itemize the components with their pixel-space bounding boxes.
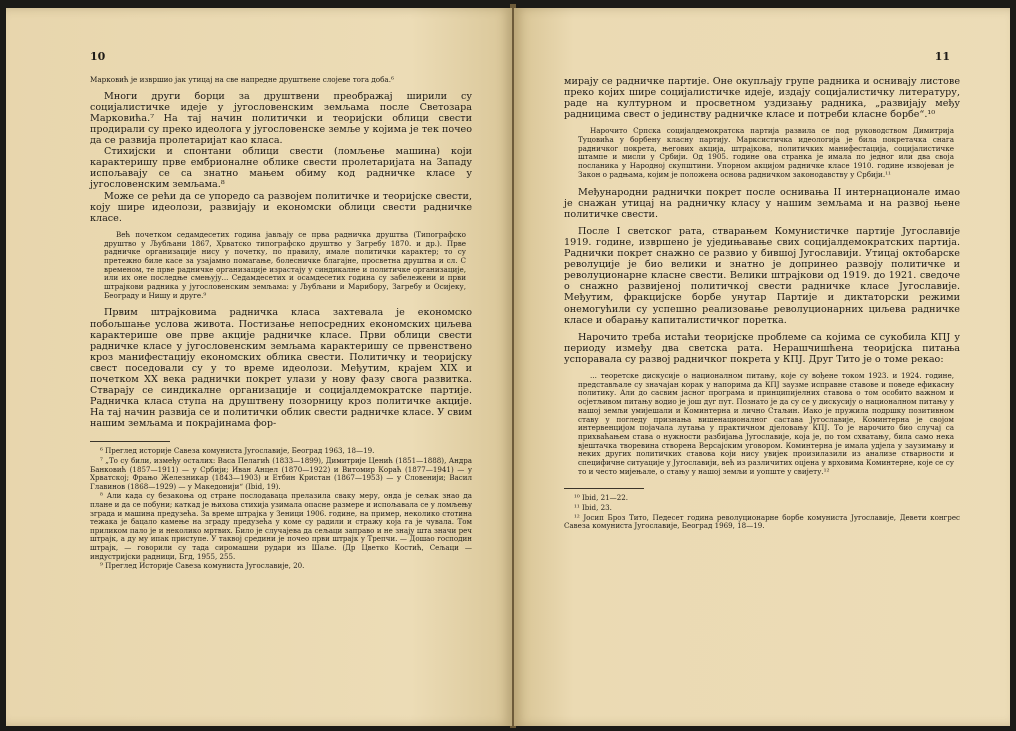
footnote (90, 447, 472, 456)
quote-text: ... теоретске дискусије о националном питању, које су вођене током 1923. и 1924. године, представљале су значајан корак у напорима да КПЈ заузме исправне ставове и поведе ефикасну политику. Али до сасвим јасног програма и принципијелних ставова о том особито важном и осјетљивом питању водио је још дуг пут. Познато је да су се у дискусију о националном питању у нашој земљи умијешали и Коминтерна и лично Стаљин. Иако је пружила подршку позитивном ставу у погледу признања вишенационалног састава Југославије, Коминтерна је својом интервенцијом појачала лутања у практичном дјеловању КПЈ. То је нарочито био случај са прихваћањем става о нужности разбијања Југославије, која је, по том схватању, била само нека вјештачка творевина створена Версајским уговором. Коминтерна је имала удјела у заузимању и неких других политичких ставова који нису увијек произилазили из анализе стварности и специфичне ситуације у Југославији, већ из различитих оцјена у врховима Коминтерне, које се су то и често мијењале, о стању у нашој земљи и уопште у свијету.¹² (578, 371, 954, 476)
top-fragment: Марковић је извршио јак утицај на све напредне друштвене слојеве тога доба.⁶ (90, 75, 394, 84)
footnote-text: ⁹ Преглед Историје Савеза комуниста Југославије, 20. (100, 561, 305, 571)
paragraph: Међународни раднички покрет после оснивања II интернационале имао је снажан утицај на радничку класу у нашим земљама и на развој њене политичке свести. (564, 186, 960, 220)
quote-text: Већ почетком седамдесетих година јављају се прва радничка друштва (Типографско друштво у Љубљани 1867, Хрватско типографско друштво у Загребу 1870. и др.). Прве радничке организације нису у почетку, по правилу, имале политички карактер; то су претежно биле касе за узајамно помагање, болесничке благајне, просветна друштва и сл. С временом, те прве радничке организације израстају у синдикалне и политичке организације, или их оне последње смењују... Седамдесетих и осамдесетих година су забележени и први штрајкови радника у југословенским земљама: у Љубљани и Марибору, Загребу и Осијеку, Београду и Нишу и друге.⁹ (104, 229, 466, 300)
footnote-text: ⁸ Али када су безакоња од стране послодаваца прелазила сваку меру, онда је сељак знао да плане и да се побуни; каткад је њихова стихија узимала опасне размере и испољавала се у ломљењу зграда и машина предузећа. За време штрајка у Зеници 1906. године, на пример, неколико стотина тежака је бацало камење на зграду предузећа у коме су радили и стражу која га је чувала. Том приликом пало је и неколико мртвих. Било је случајева да сељаци заправо и не знају шта значи реч штрајк, а ду му ипак приступе. У таквој средини је почео први штрајк у Трепчи. — Дошао господин штрајк, — говорили су тада сиромашни рудари из Шаље. (Др Цветко Костић, Сељаци — индустријски радници, Бгд, 1955, 255. (90, 491, 472, 561)
page-number-left: 10 (90, 50, 106, 63)
footnote-text: ¹¹ Ibid, 23. (574, 503, 612, 513)
footnote (564, 514, 960, 531)
block-quote (104, 231, 466, 301)
footnote-divider (564, 488, 644, 489)
block-quote (578, 127, 954, 179)
footnote-text: ⁷ „То су били, између осталих: Васа Пелагић (1833—1899), Димитрије Ценић (1851—1888), Андра Банковић (1857—1911) — у Србији; Иван Анцел (1870—1922) и Витомир Кораћ (1877—1941) — у Хрватској; Фрањо Железникар (1843—1903) и Етбин Кристан (1867—1953) — у Словенији; Васил Главинов (1868—1929) — у Македонији“ (Ibid, 19). (90, 456, 472, 491)
footnote (564, 504, 960, 513)
paragraph: Може се рећи да се упоредо са развојем политичке и теоријске свести, коју шире идеолози, развијају и економски облици свести радничке класе. (90, 190, 472, 224)
block-quote (578, 372, 954, 476)
paragraph: Стихијски и спонтани облици свести (ломљење машина) који карактеришу прве ембрионалне облике свести пролетаријата на Западу испољавају се са знатно мањем обиму код радничке класе у југословенским земљама.⁸ (90, 146, 472, 191)
paragraph: мирају се радничке партије. Оне окупљају групе радника и оснивају листове преко којих шире социјалистичке идеје, издају социјалистичку литературу, раде на културном и просветном уздизању радника, „развијају међу радницима свест о јединству радничке класе и потреби класне борбе“.¹⁰ (564, 76, 960, 121)
footnote (90, 457, 472, 491)
right-page (514, 8, 1010, 726)
footnote-text: ¹² Јосип Броз Тито, Педесет година револуционарне борбе комуниста Југославије, Девети конгрес Савеза комуниста Југославије, Београд 1969, 18—19. (564, 512, 960, 531)
page-number-right: 11 (934, 50, 950, 63)
left-page-text-column (90, 76, 472, 572)
left-page (6, 8, 512, 726)
footnote (90, 492, 472, 561)
quote-text: Нарочито Српска социјалдемократска партија развила се под руководством Димитрија Туцовића у борбену класну партију. Марксистичка идеологија је била покретачка снага радничког покрета, његових акција, штрајкова, политичких манифестација, социјалистичке штампе и мисли у Србији. Од 1905. године ова странка је имала по једног или два своја посланика у Народној скупштини. Упорном акцијом радничке класе 1910. године извојеван је Закон о радњама, којим је положена основа радничком законодавству у Србији.¹¹ (578, 126, 954, 179)
footnote (564, 494, 960, 503)
footnote-text: ¹⁰ Ibid, 21—22. (574, 493, 629, 503)
paragraph: Нарочито треба истаћи теоријске проблеме са којима се сукобила КПЈ у периоду између два светска рата. Нерашчишћена теоријска питања успоравала су развој радничког покрета у КПЈ. Друг Тито је о томе рекао: (564, 331, 960, 365)
right-page-text-column (564, 76, 960, 532)
footnote-divider (90, 441, 170, 442)
footnote-text: ⁶ Преглед историје Савеза комуниста Југославије, Београд 1963, 18—19. (100, 446, 375, 456)
paragraph: После I светског рата, стварањем Комунистичке партије Југославије 1919. године, извршено је уједињавање свих социјалдемократских партија. Раднички покрет снажно се развио у бившој Југославији. Утицај октобарске револуције је био велики и знатно је допринео развоју политичке и револуционарне класне свести. Велики штрајкови од 1919. до 1921. сведоче о снажно развијеној политичкој свести радничке класе Југославије. Међутим, фракцијске борбе унутар Партије и диктаторски режими онемогућили су успешно реализовање револуционарних циљева радничке класе и обарању капиталистичког поретка. (564, 225, 960, 326)
footnote (90, 562, 472, 571)
paragraph: Првим штрајковима радничка класа захтевала је економско побољшање услова живота. Постизање непосредних економских циљева карактерише ове прве акције радничке класе. Први облици свести радничке класе у југословенским земљама карактеришу се првенствено кроз манифестацију економских облика свести. Политичку и теоријску свест поседовали су у то време идеолози. Међутим, крајем XIX и почетком XX века раднички покрет улази у нову фазу свога развитка. Стварају се синдикалне организације и социјалдемократске партије. Радничка класа ступа на друштвену позорницу кроз политичке акције. На тај начин развија се и политички облик свести радничке класе. У свим нашим земљама и покрајинама фор- (90, 307, 472, 430)
paragraph: Многи други борци за друштвени преображај ширили су социјалистичке идеје у југословенским земљама после Светозара Марковића.⁷ На тај начин политички и теоријски облици свести продирали су преко идеолога у југословенске земље у којима је тек почео да се развија пролетаријат као класа. (90, 90, 472, 147)
